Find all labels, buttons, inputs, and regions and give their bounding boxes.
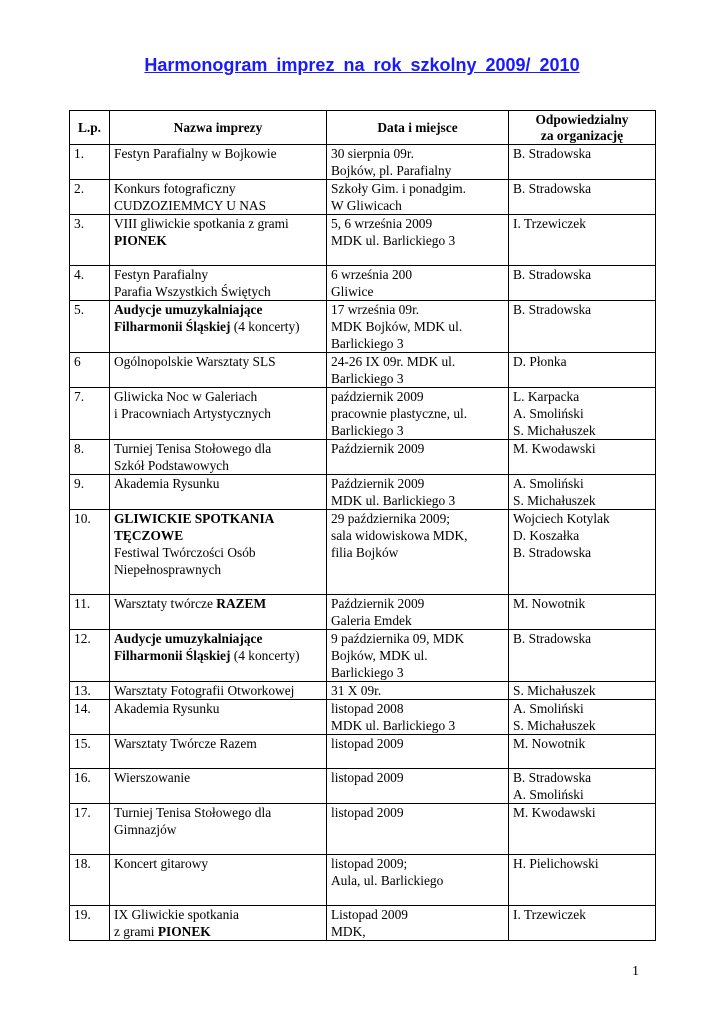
event-name: Akademia Rysunku <box>110 475 327 510</box>
event-responsible: I. Trzewiczek <box>509 215 656 266</box>
event-date-place: listopad 2009; Aula, ul. Barlickiego <box>327 855 509 906</box>
event-responsible: B. Stradowska <box>509 145 656 180</box>
row-number: 12. <box>70 630 110 682</box>
event-date-place: Październik 2009 MDK ul. Barlickiego 3 <box>327 475 509 510</box>
event-name: Gliwicka Noc w Galeriach i Pracowniach Artystycznych <box>110 388 327 440</box>
event-name: GLIWICKIE SPOTKANIA TĘCZOWE Festiwal Twórczości Osób Niepełnosprawnych <box>110 510 327 595</box>
event-name: Turniej Tenisa Stołowego dla Szkół Podstawowych <box>110 440 327 475</box>
event-name: Warsztaty twórcze RAZEM <box>110 595 327 630</box>
event-name: IX Gliwickie spotkania z grami PIONEK <box>110 906 327 941</box>
header-event-name: Nazwa imprezy <box>110 111 327 145</box>
row-number: 19. <box>70 906 110 941</box>
page-number: 1 <box>632 964 639 979</box>
event-responsible: B. Stradowska <box>509 301 656 353</box>
event-date-place: 17 września 09r. MDK Bojków, MDK ul. Barlickiego 3 <box>327 301 509 353</box>
table-row <box>70 180 656 215</box>
event-responsible: A. Smoliński S. Michałuszek <box>509 700 656 735</box>
table-row <box>70 682 656 700</box>
table-row <box>70 595 656 630</box>
event-name: Koncert gitarowy <box>110 855 327 906</box>
event-responsible: S. Michałuszek <box>509 682 656 700</box>
row-number: 15. <box>70 735 110 769</box>
table-row <box>70 440 656 475</box>
event-date-place: Szkoły Gim. i ponadgim. W Gliwicach <box>327 180 509 215</box>
row-number: 3. <box>70 215 110 266</box>
event-name: Audycje umuzykalniające Filharmonii Śląskiej (4 koncerty) <box>110 301 327 353</box>
event-date-place: 30 sierpnia 09r. Bojków, pl. Parafialny <box>327 145 509 180</box>
table-row <box>70 510 656 595</box>
event-name: Warsztaty Fotografii Otworkowej <box>110 682 327 700</box>
table-row <box>70 855 656 906</box>
event-responsible: M. Kwodawski <box>509 804 656 855</box>
event-name: Wierszowanie <box>110 769 327 804</box>
event-date-place: październik 2009 pracownie plastyczne, ul. Barlickiego 3 <box>327 388 509 440</box>
header-responsible: Odpowiedzialny za organizację <box>509 111 656 145</box>
header-date-place: Data i miejsce <box>327 111 509 145</box>
row-number: 6 <box>70 353 110 388</box>
event-responsible: I. Trzewiczek <box>509 906 656 941</box>
table-row <box>70 145 656 180</box>
event-responsible: L. Karpacka A. Smoliński S. Michałuszek <box>509 388 656 440</box>
event-responsible: M. Nowotnik <box>509 595 656 630</box>
event-responsible: M. Kwodawski <box>509 440 656 475</box>
event-responsible: D. Płonka <box>509 353 656 388</box>
event-name: VIII gliwickie spotkania z grami PIONEK <box>110 215 327 266</box>
table-row <box>70 215 656 266</box>
event-responsible: A. Smoliński S. Michałuszek <box>509 475 656 510</box>
table-row <box>70 630 656 682</box>
event-responsible: B. Stradowska <box>509 180 656 215</box>
header-lp: L.p. <box>70 111 110 145</box>
row-number: 17. <box>70 804 110 855</box>
table-row <box>70 301 656 353</box>
event-name: Festyn Parafialny Parafia Wszystkich Świętych <box>110 266 327 301</box>
event-name: Turniej Tenisa Stołowego dla Gimnazjów <box>110 804 327 855</box>
event-date-place: listopad 2009 <box>327 804 509 855</box>
row-number: 5. <box>70 301 110 353</box>
table-row <box>70 353 656 388</box>
row-number: 13. <box>70 682 110 700</box>
row-number: 14. <box>70 700 110 735</box>
event-responsible: B. Stradowska A. Smoliński <box>509 769 656 804</box>
row-number: 11. <box>70 595 110 630</box>
event-name: Akademia Rysunku <box>110 700 327 735</box>
event-responsible: M. Nowotnik <box>509 735 656 769</box>
page-title: Harmonogram imprez na rok szkolny 2009/ 2010 <box>144 55 580 75</box>
event-responsible: B. Stradowska <box>509 266 656 301</box>
event-name: Warsztaty Twórcze Razem <box>110 735 327 769</box>
row-number: 2. <box>70 180 110 215</box>
table-row <box>70 804 656 855</box>
table-row <box>70 475 656 510</box>
event-date-place: 5, 6 września 2009 MDK ul. Barlickiego 3 <box>327 215 509 266</box>
table-row <box>70 735 656 769</box>
table-row <box>70 906 656 941</box>
event-date-place: Listopad 2009 MDK, <box>327 906 509 941</box>
table-row <box>70 700 656 735</box>
row-number: 1. <box>70 145 110 180</box>
table-row <box>70 769 656 804</box>
row-number: 8. <box>70 440 110 475</box>
event-date-place: 9 października 09, MDK Bojków, MDK ul. Barlickiego 3 <box>327 630 509 682</box>
row-number: 16. <box>70 769 110 804</box>
event-name: Festyn Parafialny w Bojkowie <box>110 145 327 180</box>
event-date-place: 29 października 2009; sala widowiskowa MDK, filia Bojków <box>327 510 509 595</box>
event-date-place: 24-26 IX 09r. MDK ul. Barlickiego 3 <box>327 353 509 388</box>
table-row <box>70 388 656 440</box>
row-number: 10. <box>70 510 110 595</box>
event-name: Audycje umuzykalniające Filharmonii Śląskiej (4 koncerty) <box>110 630 327 682</box>
event-responsible: B. Stradowska <box>509 630 656 682</box>
event-date-place: Październik 2009 Galeria Emdek <box>327 595 509 630</box>
event-name: Konkurs fotograficzny CUDZOZIEMMCY U NAS <box>110 180 327 215</box>
row-number: 9. <box>70 475 110 510</box>
event-date-place: listopad 2009 <box>327 769 509 804</box>
event-date-place: Październik 2009 <box>327 440 509 475</box>
event-date-place: 6 września 200 Gliwice <box>327 266 509 301</box>
events-schedule-table <box>69 110 656 941</box>
row-number: 7. <box>70 388 110 440</box>
event-name: Ogólnopolskie Warsztaty SLS <box>110 353 327 388</box>
event-date-place: listopad 2009 <box>327 735 509 769</box>
event-responsible: Wojciech Kotylak D. Koszałka B. Stradowska <box>509 510 656 595</box>
row-number: 18. <box>70 855 110 906</box>
event-date-place: listopad 2008 MDK ul. Barlickiego 3 <box>327 700 509 735</box>
event-responsible: H. Pielichowski <box>509 855 656 906</box>
table-header-row <box>70 111 656 145</box>
event-date-place: 31 X 09r. <box>327 682 509 700</box>
table-row <box>70 266 656 301</box>
row-number: 4. <box>70 266 110 301</box>
